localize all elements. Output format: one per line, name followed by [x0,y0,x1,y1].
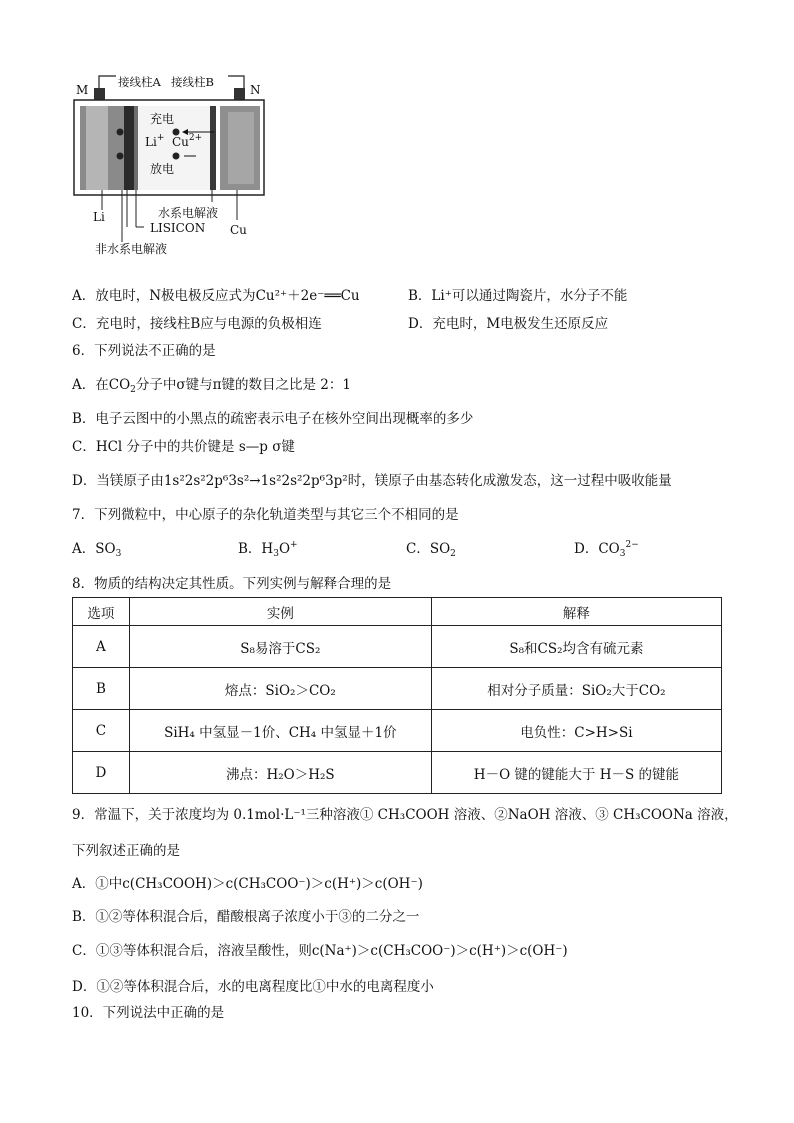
discharge-label: 放电 [150,162,175,176]
row-example: SiH₄ 中氢显－1价、CH₄ 中氢显＋1价 [129,710,431,752]
row-option: C [73,710,130,752]
header-option: 选项 [73,598,130,626]
q6-option-b: B．电子云图中的小黑点的疏密表示电子在核外空间出现概率的多少 [72,411,474,427]
q8-stem: 8．物质的结构决定其性质。下列实例与解释合理的是 [72,576,392,592]
q9-option-d: D．①②等体积混合后，水的电离程度比①中水的电离程度小 [72,979,434,995]
aqueous-label: 水系电解液 [158,206,219,220]
q9-option-c: C．①③等体积混合后，溶液呈酸性，则c(Na⁺)＞c(CH₃COO⁻)＞c(H⁺)＞c(OH⁻) [72,943,568,959]
table-row [73,710,722,752]
electrode-m-label: M [76,83,89,97]
row-reason: 电负性：C>H>Si [431,710,721,752]
q7-option-b: B．$H_3O^+$ [238,540,298,559]
header-reason: 解释 [431,598,721,626]
q6-stem: 6．下列说法不正确的是 [72,343,216,359]
q9-stem-line1: 9．常温下，关于浓度均为 0.1mol·L⁻¹三种溶液① CH₃COOH 溶液、②NaOH 溶液、③ CH₃COONa 溶液， [72,807,738,823]
table-row [73,668,722,710]
row-example: 沸点：H₂O＞H₂S [129,752,431,794]
table-row [73,752,722,794]
row-reason: S₈和CS₂均含有硫元素 [431,626,721,668]
q7-option-a: A．$SO_3$ [72,541,122,559]
nonaqueous-label: 非水系电解液 [95,242,168,256]
terminal-label-a: 接线柱A [118,75,161,89]
row-reason: H－O 键的键能大于 H－S 的键能 [431,752,721,794]
q9-option-b: B．①②等体积混合后，醋酸根离子浓度小于③的二分之一 [72,909,420,925]
q10-stem: 10．下列说法中正确的是 [72,1005,225,1021]
q8-table [72,597,722,794]
cu-electrode-label: Cu [230,223,247,237]
q5-option-b: B．Li⁺可以通过陶瓷片，水分子不能 [408,288,628,304]
charge-label: 充电 [150,112,175,126]
lisicon-label: LISICON [150,221,206,235]
row-option: A [73,626,130,668]
terminal-label-b: 接线柱B [171,75,214,89]
row-example: S₈易溶于CS₂ [129,626,431,668]
row-reason: 相对分子质量：SiO₂大于CO₂ [431,668,721,710]
q7-option-d: D．$CO_3^{2-}$ [574,540,639,559]
q9-option-a: A．①中c(CH₃COOH)＞c(CH₃COO⁻)＞c(H⁺)＞c(OH⁻) [72,876,423,892]
table-row [73,626,722,668]
electrode-n-label: N [250,83,261,97]
q5-option-d: D．充电时，M电极发生还原反应 [408,316,609,332]
row-option: D [73,752,130,794]
q6-option-a: A．在$CO_2$分子中σ键与π键的数目之比是 2：1 [72,377,351,395]
q6-option-d: D．当镁原子由1s²2s²2p⁶3s²→1s²2s²2p⁶3p²时，镁原子由基态转化成激发态，这一过程中吸收能量 [72,473,672,489]
row-option: B [73,668,130,710]
li-electrode-label: Li [93,210,105,224]
table-header-row [73,598,722,626]
q6-option-c: C．HCl 分子中的共价键是 s—p σ键 [72,439,295,455]
header-example: 实例 [129,598,431,626]
li-ion-label: Li+ [145,133,165,149]
q7-option-c: C．$SO_2$ [406,541,456,559]
row-example: 熔点：SiO₂＞CO₂ [129,668,431,710]
q9-stem-line2: 下列叙述正确的是 [72,843,180,859]
q5-option-a: A．放电时，N极电极反应式为Cu²⁺＋2e⁻══Cu [72,288,360,304]
q5-option-c: C．充电时，接线柱B应与电源的负极相连 [72,316,322,332]
q7-stem: 7．下列微粒中，中心原子的杂化轨道类型与其它三个不相同的是 [72,507,459,523]
cu-ion-label: $Cu^{2+}$ [172,133,203,149]
